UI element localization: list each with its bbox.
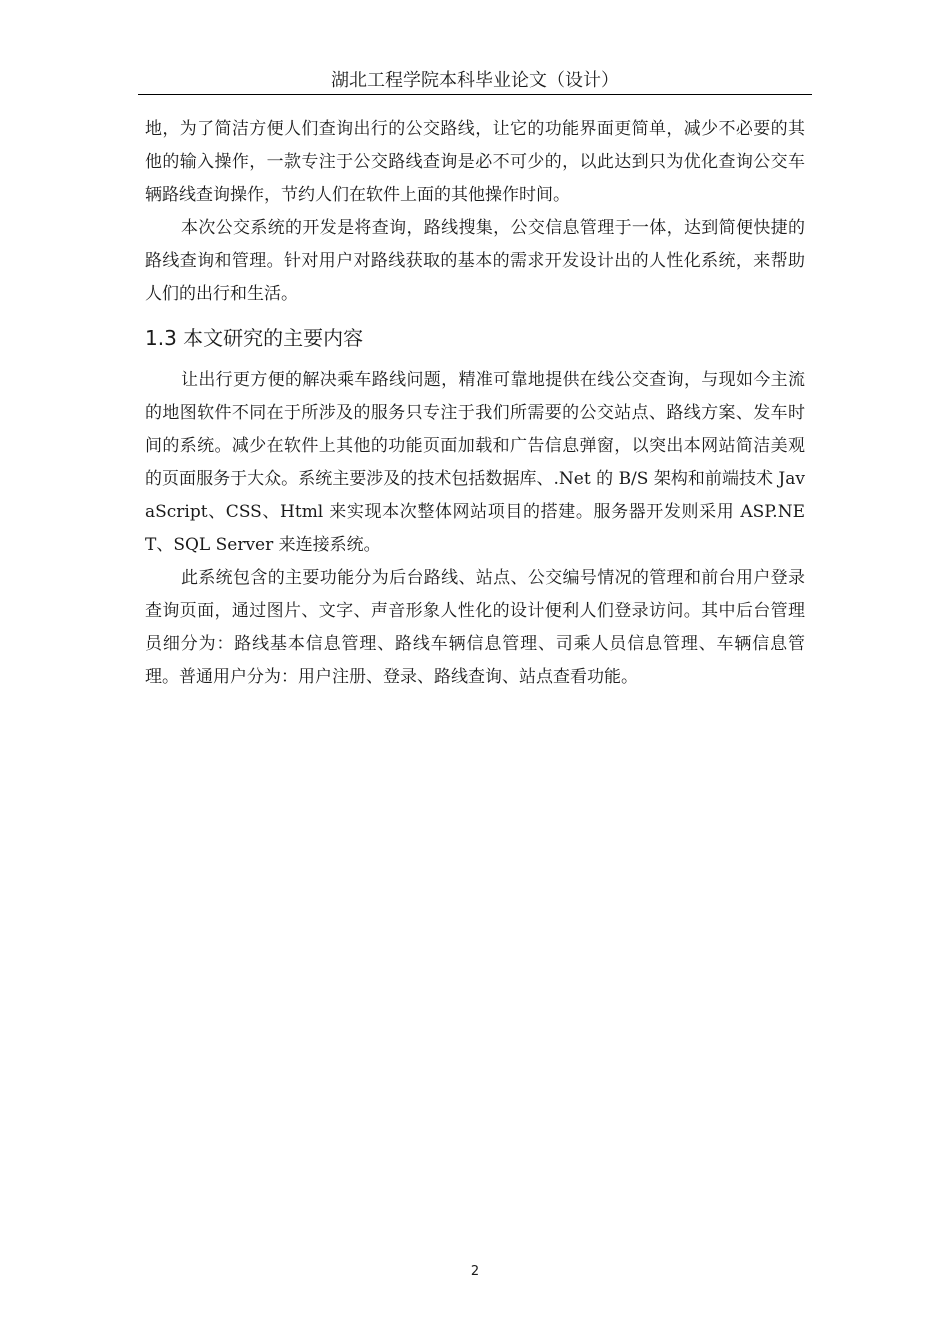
paragraph-research-content: 让出行更方便的解决乘车路线问题，精准可靠地提供在线公交查询，与现如今主流的地图软件不同在于所涉及的服务只专注于我们所需要的公交站点、路线方案、发车时间的系统。减少在软件上其他的功能页面加载和广告信息弹窗，以突出本网站简洁美观的页面服务于大众。系统主要涉及的技术包括数据库、.Net 的 B/S 架构和前端技术 JavaScript、CSS、Html 来实现本次整体网站项目的搭建。服务器开发则采用 ASP.NET、SQL Server 来连接系统。 <box>145 370 805 555</box>
paragraph-system-overview: 本次公交系统的开发是将查询，路线搜集，公交信息管理于一体，达到简便快捷的路线查询和管理。针对用户对路线获取的基本的需求开发设计出的人性化系统，来帮助人们的出行和生活。 <box>145 218 805 304</box>
page-body <box>145 113 805 694</box>
section-heading: 1.3 本文研究的主要内容 <box>145 326 364 350</box>
paragraph-system-functions: 此系统包含的主要功能分为后台路线、站点、公交编号情况的管理和前台用户登录查询页面，通过图片、文字、声音形象人性化的设计便利人们登录访问。其中后台管理员细分为：路线基本信息管理、路线车辆信息管理、司乘人员信息管理、车辆信息管理。普通用户分为：用户注册、登录、路线查询、站点查看功能。 <box>145 568 805 687</box>
paragraph-continued: 地，为了简洁方便人们查询出行的公交路线，让它的功能界面更简单，减少不必要的其他的输入操作，一款专注于公交路线查询是必不可少的，以此达到只为优化查询公交车辆路线查询操作，节约人们在软件上面的其他操作时间。 <box>145 119 805 205</box>
page-number: 2 <box>470 1264 480 1279</box>
running-header: 湖北工程学院本科毕业论文（设计） <box>331 70 619 91</box>
header-divider <box>138 94 812 95</box>
